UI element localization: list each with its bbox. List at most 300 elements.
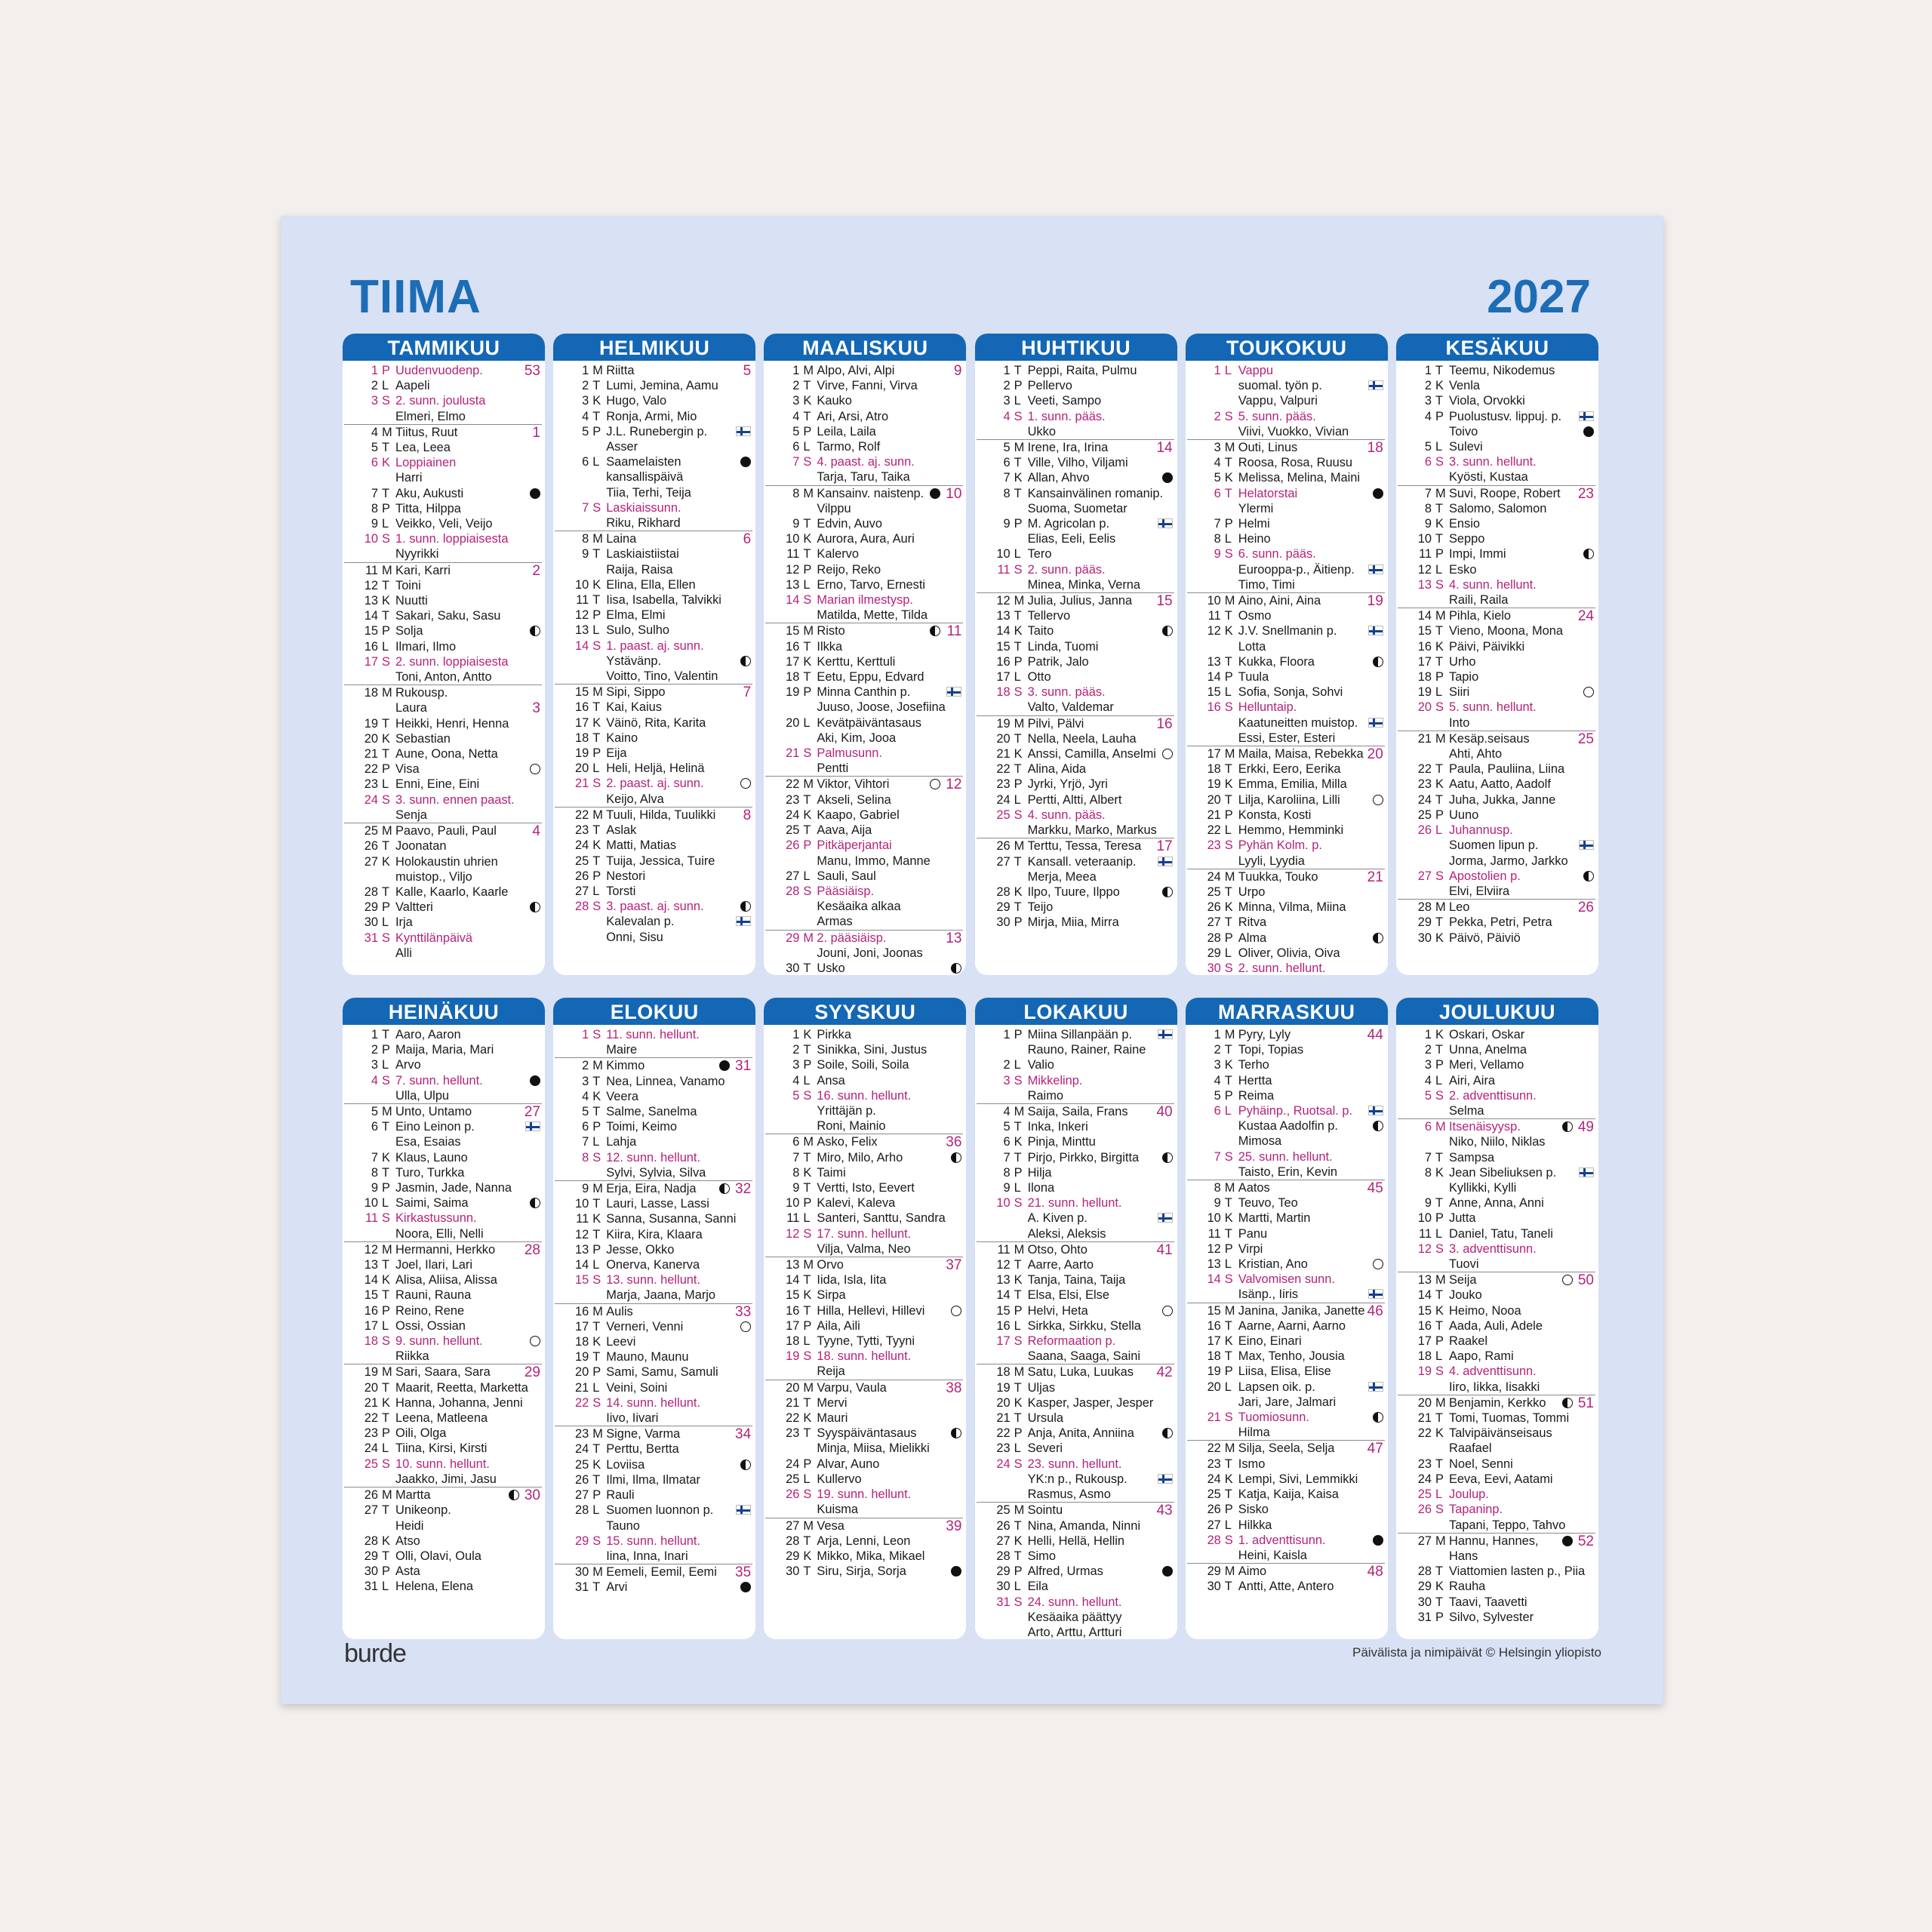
day-row — [555, 1104, 752, 1119]
day-row — [344, 440, 542, 455]
weekday-letter: S — [592, 1150, 601, 1164]
day-row — [344, 516, 542, 531]
weekday-letter: L — [1224, 1104, 1232, 1118]
day-names: Loviisa — [606, 1457, 645, 1472]
day-names: Rukousp. — [395, 686, 448, 700]
weekday-letter: T — [1435, 1196, 1444, 1211]
day-row — [1398, 838, 1595, 853]
day-names: Minea, Minka, Verna — [1027, 577, 1141, 592]
day-number: 20 — [786, 715, 800, 730]
day-number: 28 — [1417, 900, 1432, 915]
day-number: 28 — [786, 1534, 800, 1548]
day-number: 14 — [996, 624, 1011, 638]
day-number: 26 — [1207, 1503, 1221, 1517]
day-row — [555, 1180, 752, 1196]
day-row — [1398, 1226, 1595, 1241]
day-row — [1398, 424, 1595, 439]
day-names: Vappu — [1238, 364, 1273, 377]
day-row — [1398, 469, 1595, 485]
day-number — [1398, 1134, 1435, 1149]
day-names: Hilla, Hellevi, Hillevi — [817, 1303, 925, 1318]
weekday-letter: M — [803, 1258, 814, 1272]
day-row — [977, 1610, 1174, 1625]
weekday-letter: S — [1014, 1595, 1023, 1609]
day-row — [344, 838, 542, 854]
day-row — [344, 1472, 542, 1487]
weekday-letter: T — [803, 961, 811, 975]
day-number — [765, 469, 803, 485]
day-names: Kyllikki, Kylli — [1449, 1181, 1517, 1195]
day-names: Reino, Rene — [395, 1303, 465, 1318]
weekday-letter: M — [803, 1380, 814, 1395]
flag-day-icon — [525, 1121, 540, 1131]
day-number — [555, 439, 592, 454]
day-names: Orvo — [817, 1258, 844, 1272]
day-names: Teijo — [1027, 900, 1054, 915]
day-row — [765, 1303, 963, 1318]
day-row — [765, 930, 963, 946]
day-names: Tuomiosunn. — [1238, 1411, 1309, 1425]
day-number: 25 — [1207, 884, 1221, 899]
day-row — [1187, 854, 1385, 869]
day-number: 24 — [786, 1457, 800, 1471]
day-row — [1398, 1027, 1595, 1042]
weekday-letter: L — [803, 1073, 811, 1088]
day-names: Patrik, Jalo — [1027, 654, 1089, 669]
day-names: Sakari, Saku, Sasu — [395, 609, 501, 623]
day-names: Verneri, Venni — [606, 1319, 684, 1334]
day-number: 28 — [996, 884, 1011, 899]
weekday-letter: T — [592, 700, 601, 715]
day-number: 10 — [1207, 1211, 1221, 1226]
day-names: Senja — [395, 808, 427, 822]
day-row — [344, 1334, 542, 1349]
day-number: 16 — [786, 1303, 800, 1318]
weekday-letter: P — [1224, 1241, 1233, 1256]
weekday-letter: K — [1014, 1395, 1023, 1410]
week-number: 36 — [946, 1134, 962, 1151]
day-names: Itsenäisyysp. — [1449, 1120, 1521, 1134]
day-number: 21 — [1417, 731, 1432, 746]
day-names: 13. sunn. hellunt. — [606, 1273, 701, 1287]
day-names: Pitkäperjantai — [817, 838, 892, 853]
weekday-letter: T — [1224, 654, 1232, 669]
day-row — [1187, 961, 1385, 975]
day-row — [1398, 1195, 1595, 1211]
day-row — [765, 746, 963, 761]
weekday-letter — [1435, 469, 1449, 485]
weekday-letter: M — [803, 1518, 814, 1533]
weekday-letter: M — [382, 824, 392, 838]
day-number: 22 — [996, 1426, 1011, 1441]
day-row — [977, 1349, 1174, 1364]
day-row — [977, 1564, 1174, 1579]
month-header: SYYSKUU — [764, 998, 966, 1025]
weekday-letter: M — [803, 931, 814, 945]
day-number: 7 — [792, 455, 800, 469]
day-names: Severi — [1027, 1441, 1063, 1456]
day-number: 14 — [364, 1273, 378, 1287]
day-names: Marja, Jaana, Marjo — [606, 1288, 716, 1303]
weekday-letter: T — [1224, 1349, 1232, 1364]
day-names: Kesäaika päättyy — [1027, 1610, 1122, 1624]
day-names: muistop., Viljo — [395, 869, 472, 884]
day-number: 29 — [786, 931, 800, 945]
weekday-letter: T — [1014, 364, 1022, 377]
day-names: 1. paast. aj. sunn. — [606, 638, 704, 653]
day-number: 18 — [364, 686, 378, 700]
day-number: 23 — [574, 1427, 589, 1441]
day-row — [344, 1441, 542, 1456]
day-row — [1398, 884, 1595, 899]
weekday-letter: M — [1435, 1395, 1446, 1410]
day-row — [977, 823, 1174, 838]
weekday-letter: T — [803, 379, 811, 393]
day-names: 2. sunn. joulusta — [395, 394, 486, 408]
day-row — [344, 1534, 542, 1549]
day-names: Inka, Inkeri — [1027, 1120, 1088, 1134]
day-row — [977, 562, 1174, 577]
day-names: Raafael — [1449, 1441, 1492, 1456]
weekday-letter: L — [803, 1211, 811, 1226]
day-row — [765, 1549, 963, 1564]
weekday-letter: P — [803, 424, 812, 438]
day-number — [765, 1118, 803, 1134]
weekday-letter — [1014, 577, 1028, 592]
day-number: 30 — [1417, 1595, 1432, 1609]
day-names: Paula, Pauliina, Liina — [1449, 762, 1565, 777]
day-names: Aada, Auli, Adele — [1449, 1318, 1543, 1333]
weekday-letter: M — [592, 1427, 603, 1441]
day-names: 11. sunn. hellunt. — [606, 1028, 700, 1041]
day-number: 20 — [1417, 1395, 1432, 1410]
day-number: 1 — [792, 364, 800, 377]
day-row — [977, 1395, 1174, 1411]
day-names: Jyrki, Yrjö, Jyri — [1027, 777, 1108, 792]
day-row — [344, 578, 542, 593]
flag-day-icon — [1368, 718, 1383, 728]
day-row — [765, 654, 963, 669]
day-names: 18. sunn. hellunt. — [817, 1349, 912, 1364]
day-row — [555, 1564, 752, 1580]
day-number: 19 — [364, 716, 378, 731]
day-number: 9 — [792, 517, 800, 531]
weekday-letter: T — [1014, 731, 1022, 746]
day-names: Talvipäivänseisaus — [1449, 1426, 1552, 1441]
day-names: Titta, Hilppa — [395, 501, 461, 515]
weekday-letter: T — [803, 1426, 811, 1441]
day-row — [1398, 1502, 1595, 1517]
weekday-letter: K — [1435, 777, 1444, 792]
day-row — [344, 1426, 542, 1441]
day-row — [977, 1625, 1174, 1639]
day-number: 22 — [996, 762, 1011, 777]
moon-phase-half-icon — [530, 902, 540, 912]
flag-day-icon — [1368, 1106, 1383, 1115]
day-number — [765, 1364, 803, 1379]
weekday-letter: S — [1224, 547, 1233, 561]
day-row — [977, 1364, 1174, 1380]
day-names: Tapaninp. — [1449, 1503, 1503, 1517]
week-number: 44 — [1367, 1027, 1383, 1043]
weekday-letter: K — [382, 731, 390, 746]
day-number: 21 — [1417, 1411, 1432, 1426]
weekday-letter: M — [1224, 594, 1235, 608]
day-row — [344, 1380, 542, 1395]
day-names: Ilkka — [817, 639, 843, 654]
day-number — [555, 1287, 592, 1303]
month-panel — [1186, 998, 1388, 1639]
day-row — [1187, 1380, 1385, 1395]
day-row — [1398, 1287, 1595, 1303]
weekday-letter — [1014, 424, 1028, 439]
day-names: Hans — [1449, 1549, 1478, 1563]
weekday-letter — [1225, 1425, 1238, 1440]
weekday-letter: T — [382, 1165, 390, 1180]
weekday-letter: L — [1435, 1349, 1443, 1364]
day-number — [765, 899, 803, 914]
day-names: Turo, Turkka — [395, 1165, 465, 1180]
day-names: Lyyli, Lyydia — [1238, 854, 1305, 868]
day-number: 12 — [786, 1226, 800, 1241]
weekday-letter: T — [1224, 456, 1232, 470]
day-row — [344, 639, 542, 654]
day-names: Sulo, Sulho — [606, 623, 670, 638]
day-number: 29 — [364, 1549, 378, 1563]
day-number: 6 — [792, 1135, 800, 1149]
weekday-letter: T — [1014, 1150, 1022, 1164]
day-names: Palmusunn. — [817, 746, 882, 761]
weekday-letter: T — [1435, 1411, 1444, 1426]
weekday-letter: K — [1435, 1580, 1444, 1594]
day-names: Aulis — [606, 1304, 633, 1318]
weekday-letter: S — [592, 500, 601, 515]
weekday-letter — [592, 1042, 606, 1057]
day-names: Iivo, Iivari — [606, 1411, 659, 1426]
weekday-letter: T — [592, 1197, 601, 1211]
weekday-letter — [592, 792, 606, 807]
moon-phase-half-icon — [1162, 887, 1173, 897]
weekday-letter: S — [803, 455, 812, 469]
weekday-letter: P — [1435, 1211, 1444, 1226]
day-row — [977, 884, 1174, 900]
day-names: Nella, Neela, Lauha — [1027, 731, 1137, 746]
day-names: Minja, Miisa, Mielikki — [817, 1441, 930, 1456]
day-number: 4 — [371, 1073, 378, 1088]
day-number: 11 — [1208, 1226, 1221, 1241]
day-names: Apostolien p. — [1449, 869, 1521, 883]
weekday-letter: S — [803, 746, 812, 761]
day-names: Riitta — [606, 364, 635, 377]
day-number: 1 — [371, 364, 378, 377]
day-row — [1187, 1042, 1385, 1057]
moon-phase-new-icon — [1373, 1535, 1383, 1546]
day-row — [344, 623, 542, 638]
day-number — [344, 1088, 382, 1103]
weekday-letter: L — [1224, 685, 1232, 700]
weekday-letter: T — [1435, 501, 1444, 515]
weekday-letter — [1225, 393, 1238, 408]
weekday-letter: K — [803, 654, 812, 669]
day-row — [977, 808, 1174, 823]
day-number — [1398, 1257, 1435, 1272]
day-names: Sami, Samu, Samuli — [606, 1365, 718, 1380]
day-row — [977, 1057, 1174, 1072]
moon-phase-half-icon — [1562, 1398, 1573, 1408]
day-names: Edvin, Auvo — [817, 517, 882, 531]
day-names: Iina, Inna, Inari — [606, 1549, 688, 1563]
weekday-letter — [382, 808, 395, 823]
weekday-letter: P — [382, 900, 390, 915]
day-number — [765, 1502, 803, 1517]
weekday-letter: P — [592, 1488, 601, 1503]
day-names: Esko — [1449, 562, 1477, 577]
weekday-letter — [803, 1103, 817, 1118]
week-number: 24 — [1577, 608, 1594, 625]
day-number: 14 — [574, 638, 589, 653]
weekday-letter — [1435, 1380, 1449, 1395]
day-names: Enni, Eine, Eini — [395, 777, 480, 792]
day-number: 12 — [1417, 562, 1432, 577]
day-number: 15 — [996, 639, 1011, 654]
day-names: Iisa, Isabella, Talvikki — [606, 593, 721, 608]
month-days — [975, 1025, 1177, 1639]
day-row — [344, 1318, 542, 1334]
day-row — [344, 1134, 542, 1149]
day-names: 2. sunn. pääs. — [1027, 562, 1106, 577]
day-row — [344, 1487, 542, 1503]
day-number: 3 — [1424, 394, 1432, 408]
day-names: Maarit, Reetta, Marketta — [395, 1380, 528, 1395]
day-names: Aaro, Aaron — [395, 1028, 461, 1041]
day-row — [1187, 777, 1385, 792]
day-number: 29 — [996, 900, 1011, 915]
flag-day-icon — [946, 687, 961, 697]
day-row — [977, 546, 1174, 561]
day-number: 18 — [996, 1365, 1011, 1380]
weekday-letter: T — [592, 1580, 601, 1595]
weekday-letter: L — [1224, 364, 1232, 377]
day-number: 28 — [1207, 1533, 1221, 1547]
day-names: Arto, Arttu, Artturi — [1027, 1625, 1122, 1639]
day-number: 26 — [364, 839, 378, 854]
day-number: 22 — [574, 1395, 589, 1410]
day-row — [977, 1042, 1174, 1057]
day-row — [344, 501, 542, 516]
day-number: 29 — [574, 1534, 589, 1548]
weekday-letter: M — [1224, 1564, 1235, 1579]
day-row — [977, 761, 1174, 777]
day-names: Otso, Ohto — [1027, 1242, 1088, 1257]
weekday-letter — [1435, 592, 1449, 608]
day-number: 20 — [364, 1380, 378, 1395]
weekday-letter: L — [803, 440, 811, 454]
day-number: 21 — [1207, 1411, 1221, 1425]
week-number: 40 — [1156, 1104, 1173, 1121]
week-number: 45 — [1367, 1180, 1383, 1197]
day-names: Tanja, Taina, Taija — [1027, 1273, 1126, 1287]
weekday-letter: M — [1224, 1441, 1235, 1456]
day-row — [344, 1364, 542, 1380]
day-names: 3. sunn. pääs. — [1027, 685, 1106, 700]
weekday-letter — [1225, 639, 1238, 654]
day-row — [765, 363, 963, 378]
day-row — [1187, 685, 1385, 700]
day-names: 23. sunn. hellunt. — [1027, 1457, 1122, 1471]
day-row — [765, 1441, 963, 1456]
day-number: 8 — [371, 501, 378, 515]
day-names: Kesäaika alkaa — [817, 900, 901, 914]
day-number — [344, 869, 382, 884]
day-names: Kansainvälinen romanip. — [1027, 486, 1164, 500]
weekday-letter: S — [1014, 1457, 1023, 1471]
day-names: Benjamin, Kerkko — [1449, 1395, 1546, 1410]
day-names: Juuso, Joose, Josefiina — [817, 700, 946, 715]
day-row — [555, 792, 752, 807]
day-row — [977, 1226, 1174, 1241]
day-row — [765, 1534, 963, 1549]
day-number: 28 — [1417, 1564, 1432, 1579]
day-row — [1398, 1334, 1595, 1349]
day-names: Nyyrikki — [395, 547, 439, 561]
day-names: Kirkastussunn. — [395, 1211, 477, 1226]
day-names: Leena, Matleena — [395, 1411, 488, 1426]
day-names: Venla — [1449, 379, 1481, 393]
day-row — [765, 914, 963, 929]
day-number — [977, 1472, 1014, 1487]
weekday-letter: K — [803, 1549, 812, 1563]
day-number: 24 — [996, 1457, 1011, 1471]
day-number: 19 — [1207, 777, 1221, 792]
day-names: 4. paast. aj. sunn. — [817, 455, 915, 469]
moon-phase-new-icon — [930, 488, 940, 499]
day-number — [977, 700, 1014, 715]
day-number — [344, 1349, 382, 1364]
weekday-letter: P — [1224, 670, 1233, 685]
day-number: 19 — [996, 716, 1011, 731]
day-row — [977, 1457, 1174, 1472]
weekday-letter: T — [1014, 900, 1022, 915]
weekday-letter: L — [382, 777, 389, 792]
weekday-letter: P — [1435, 1058, 1444, 1072]
day-names: Oili, Olga — [395, 1426, 447, 1441]
day-names: Alli — [395, 946, 412, 960]
day-names: M. Agricolan p. — [1027, 517, 1110, 531]
day-names: Pinja, Minttu — [1027, 1135, 1096, 1149]
day-row — [1398, 516, 1595, 531]
day-number: 5 — [582, 424, 589, 438]
weekday-letter: M — [1224, 1303, 1235, 1318]
weekday-letter: K — [1435, 379, 1444, 393]
day-number: 17 — [1207, 747, 1221, 761]
day-row — [344, 562, 542, 578]
day-names: 4. sunn. pääs. — [1027, 808, 1106, 822]
day-names: Kynttilänpäivä — [395, 931, 473, 945]
day-row — [765, 577, 963, 592]
day-row — [977, 501, 1174, 516]
day-row — [1187, 915, 1385, 930]
day-names: Suomen luonnon p. — [606, 1503, 714, 1518]
day-names: Elsa, Elsi, Else — [1027, 1288, 1109, 1303]
weekday-letter: S — [592, 1028, 601, 1041]
day-number: 21 — [996, 1411, 1011, 1426]
weekday-letter: L — [382, 517, 389, 531]
day-number: 15 — [1207, 1303, 1221, 1318]
day-row — [1187, 501, 1385, 516]
day-row — [765, 1134, 963, 1149]
day-row — [344, 700, 542, 715]
day-names: Aslak — [606, 823, 637, 838]
